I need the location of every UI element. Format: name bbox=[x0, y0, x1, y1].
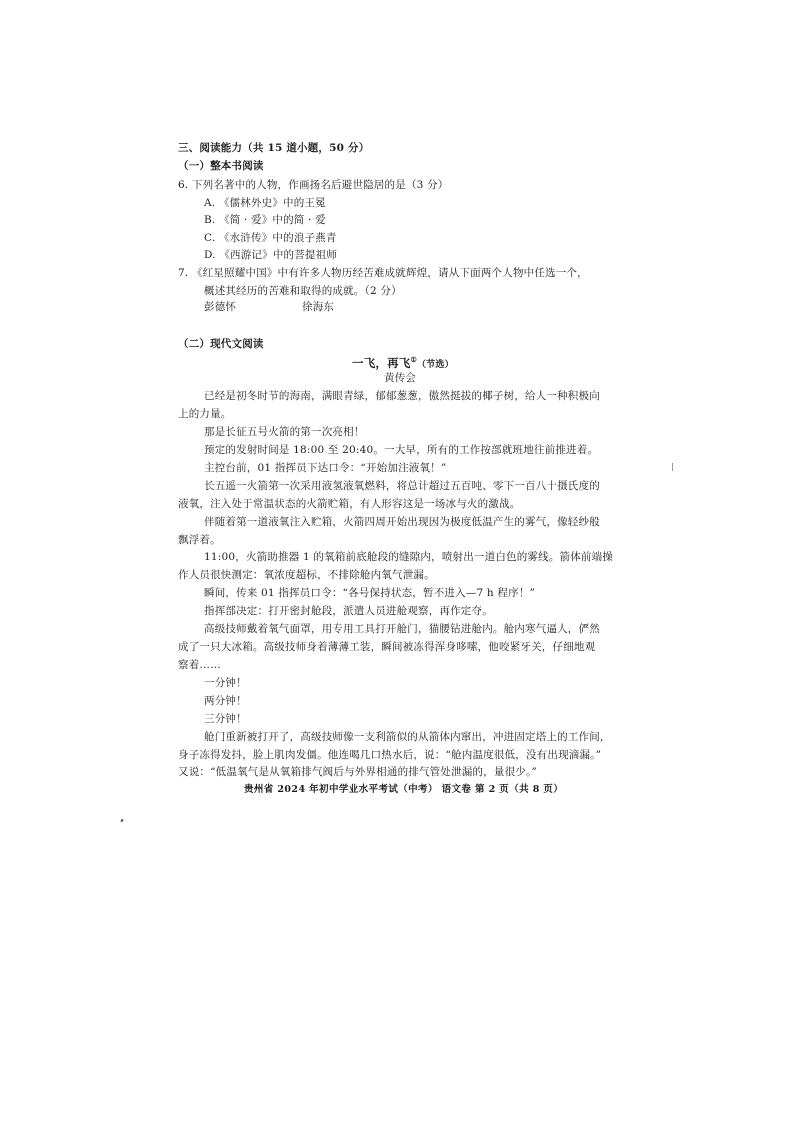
scan-mark bbox=[672, 463, 673, 471]
q6-option-d: D. 《西游记》中的菩提祖师 bbox=[204, 249, 338, 261]
paragraph-line: 作人员很快测定：氧浓度超标，不排除舱内氧气泄漏。 bbox=[178, 569, 435, 581]
article-author: 黄传会 bbox=[384, 372, 417, 384]
paragraph-line: 成了一只大冰箱。高级技师身着薄薄工装，瞬间被冻得浑身哆嗦，他咬紧牙关，仔细地观 bbox=[178, 641, 596, 653]
scan-speck bbox=[120, 819, 123, 823]
paragraph-line: 长五遥一火箭第一次采用液氢液氧燃料，将总计超过五百吨、零下一百八十摄氏度的 bbox=[204, 480, 600, 492]
q6-option-b: B. 《简 · 爱》中的简 · 爱 bbox=[204, 214, 326, 226]
paragraph-line: 高级技师戴着氧气面罩，用专用工具打开舱门，猫腰钻进舱内。舱内寒气逼人，俨然 bbox=[204, 623, 600, 635]
paragraph-line: 指挥部决定：打开密封舱段，派遣人员进舱观察，再作定夺。 bbox=[204, 605, 493, 617]
section-heading: 三、阅读能力（共 15 道小题，50 分） bbox=[178, 142, 370, 154]
title-note: （节选） bbox=[416, 359, 454, 370]
part1-heading: （一）整本书阅读 bbox=[178, 160, 264, 172]
paragraph-line: 三分钟！ bbox=[204, 713, 247, 725]
paragraph-line: 已经是初冬时节的海南，满眼青绿，郁郁葱葱，傲然挺拔的椰子树，给人一种积极向 bbox=[204, 390, 600, 402]
article-title-text: 一飞，再飞 bbox=[352, 355, 411, 370]
q7-person-2: 徐海东 bbox=[302, 301, 335, 313]
paragraph-line: 又说：“低温氧气是从氧箱排气阀后与外界相通的排气管处泄漏的，量很少。” bbox=[178, 766, 537, 778]
paragraph-line: 液氧，注入处于常温状态的火箭贮箱，有人形容这是一场冰与火的激战。 bbox=[178, 498, 521, 510]
page-footer: 贵州省 2024 年初中学业水平考试（中考） 语文卷 第 2 页（共 8 页） bbox=[244, 784, 564, 795]
article-title bbox=[352, 353, 454, 372]
q6-stem: 6. 下列名著中的人物，作画扬名后避世隐居的是（3 分） bbox=[178, 179, 449, 191]
paragraph-line: 飘浮着。 bbox=[178, 534, 221, 546]
q7-stem-line1: 7. 《红星照耀中国》中有许多人物历经苦难成就辉煌，请从下面两个人物中任选一个， bbox=[178, 267, 588, 279]
paragraph-line: 一分钟！ bbox=[204, 677, 247, 689]
paragraph-line: 主控台前，01 指挥员下达口令：“开始加注液氧！” bbox=[204, 462, 447, 474]
q7-person-1: 彭德怀 bbox=[204, 301, 237, 313]
q7-stem-line2: 概述其经历的苦难和取得的成就。（2 分） bbox=[204, 285, 402, 297]
q6-option-a: A. 《儒林外史》中的王冕 bbox=[204, 197, 326, 209]
paragraph-line: 瞬间，传来 01 指挥员口令：“各号保持状态，暂不进入—7 h 程序！” bbox=[204, 587, 536, 599]
q6-option-c: C. 《水浒传》中的浪子燕青 bbox=[204, 232, 337, 244]
paragraph-line: 伴随着第一道液氧注入贮箱，火箭四周开始出现因为极度低温产生的雾气，像轻纱般 bbox=[204, 516, 600, 528]
paragraph-line: 身子冻得发抖，脸上肌肉发僵。他连喝几口热水后，说：“舱内温度很低，没有出现滴漏。” bbox=[178, 749, 602, 761]
paragraph-line: 上的力量。 bbox=[178, 408, 232, 420]
paragraph-line: 11:00，火箭助推器 1 的氧箱前底舱段的缝隙内，喷射出一道白色的雾线。箭体前端操 bbox=[204, 551, 614, 563]
paragraph-line: 预定的发射时间是 18:00 至 20:40。一大早，所有的工作按部就班地往前推进着。 bbox=[204, 444, 599, 456]
footnote-marker: ① bbox=[410, 355, 417, 364]
paragraph-line: 察着…… bbox=[178, 659, 221, 671]
paragraph-line: 两分钟！ bbox=[204, 695, 247, 707]
paragraph-line: 舱门重新被打开了，高级技师像一支利箭似的从箭体内窜出，冲进固定塔上的工作间， bbox=[204, 731, 611, 743]
paragraph-line: 那是长征五号火箭的第一次亮相！ bbox=[204, 426, 365, 438]
part2-heading: （二）现代文阅读 bbox=[178, 338, 264, 350]
